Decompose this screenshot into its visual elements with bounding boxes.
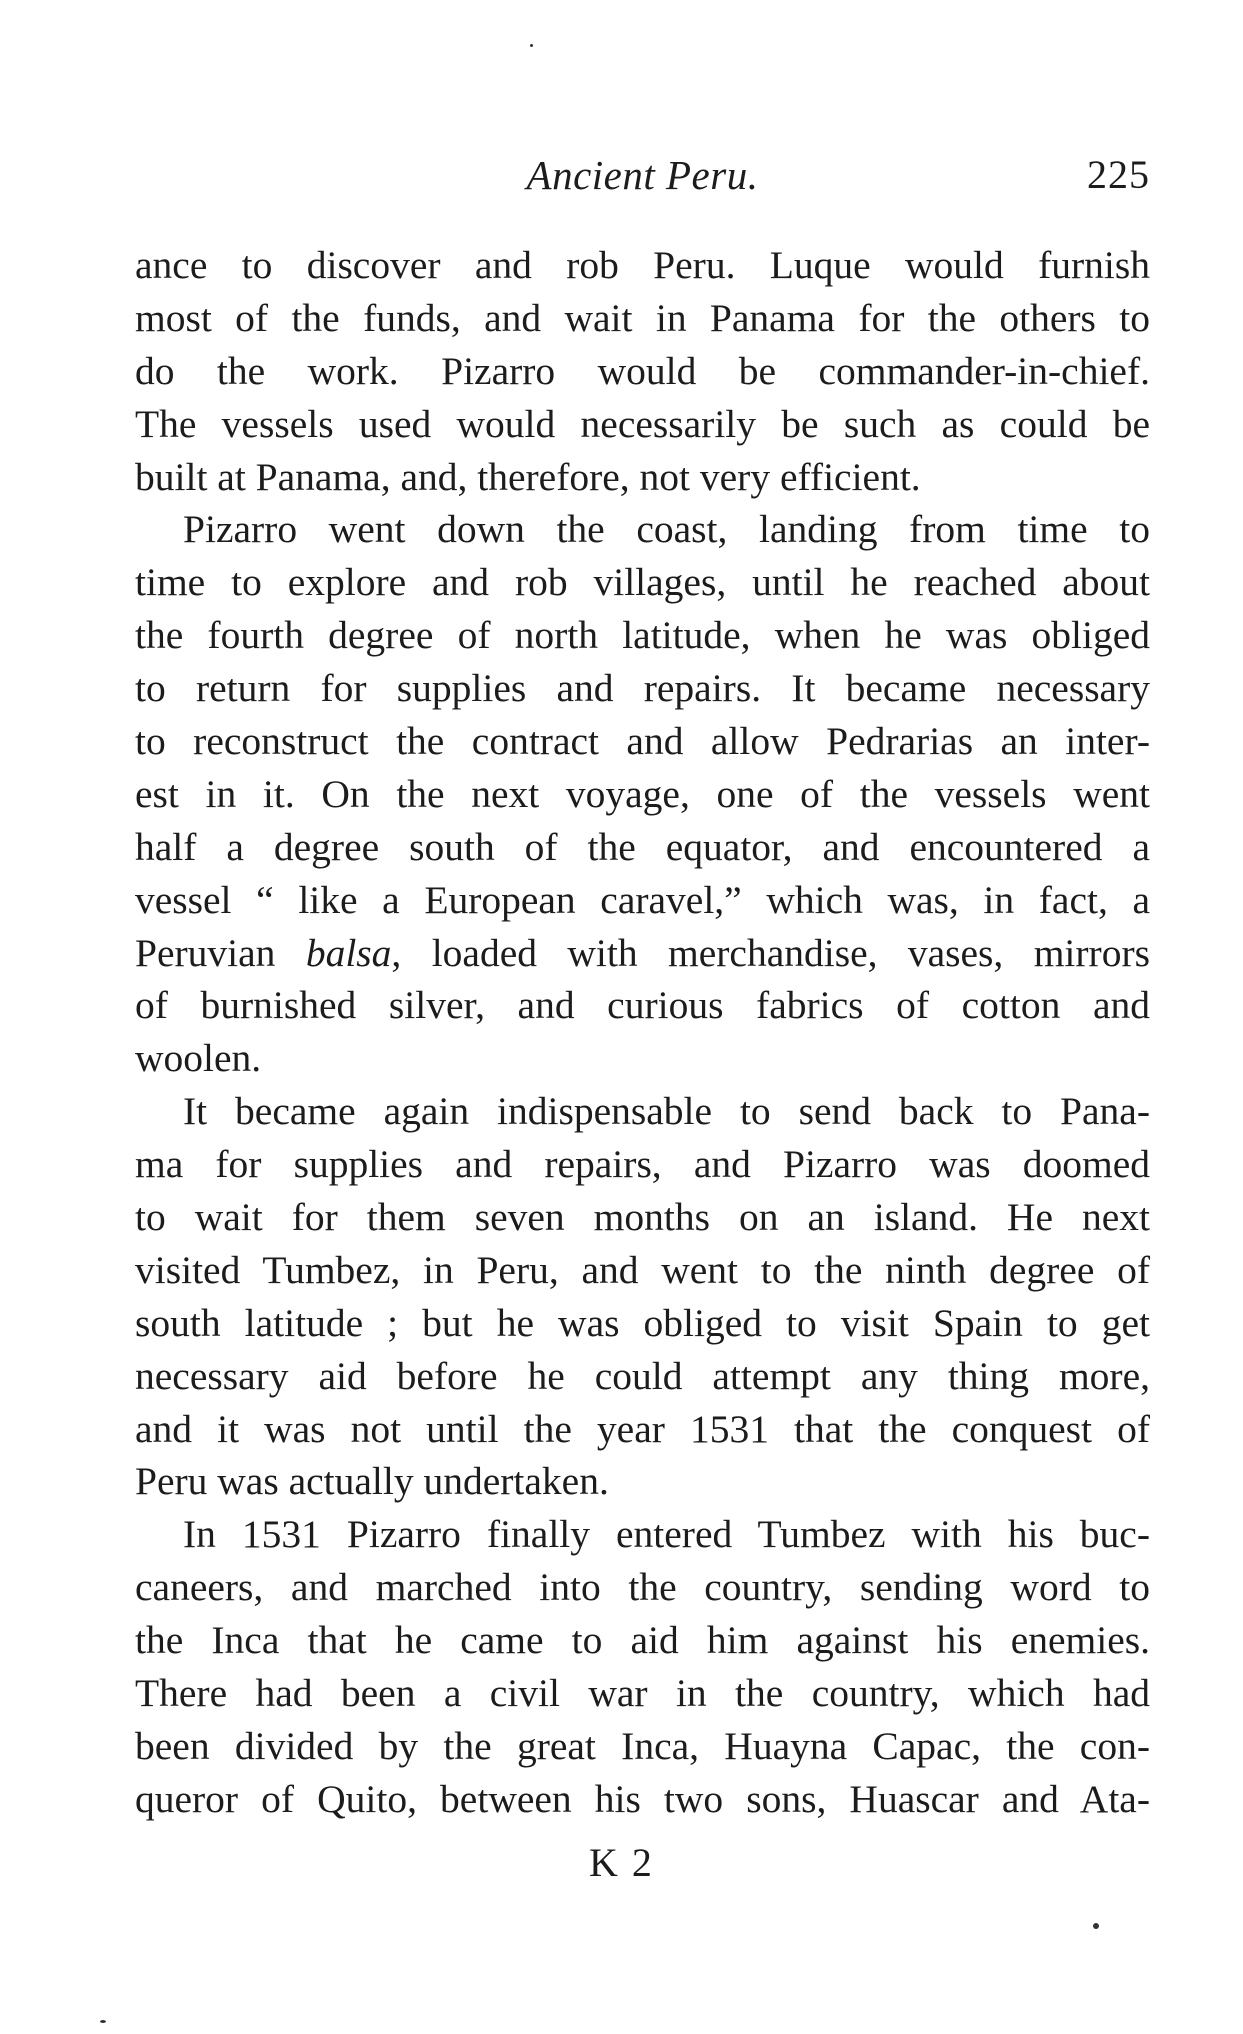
text-line: to wait for them seven months on an island. He next bbox=[135, 1195, 1150, 1240]
text-line: to reconstruct the contract and allow Pedrarias an inter- bbox=[135, 719, 1150, 764]
text-line: most of the funds, and wait in Panama for the others to bbox=[135, 295, 1150, 340]
text-line: ance to discover and rob Peru. Luque would furnish bbox=[135, 243, 1150, 287]
text-line: to return for supplies and repairs. It became necessary bbox=[135, 666, 1150, 711]
text-line: ma for supplies and repairs, and Pizarro was doomed bbox=[135, 1142, 1150, 1187]
running-title: Ancient Peru. bbox=[526, 152, 759, 198]
text-line: built at Panama, and, therefore, not very efficient. bbox=[135, 454, 921, 499]
text-line: the fourth degree of north latitude, when he was obliged bbox=[135, 613, 1150, 658]
text-line: do the work. Pizarro would be commander-in-chief. bbox=[135, 348, 1150, 393]
scan-speck bbox=[100, 2020, 106, 2023]
italic-term: balsa bbox=[305, 930, 392, 975]
text-line: Pizarro went down the coast, landing from time to bbox=[183, 507, 1150, 552]
page-header bbox=[135, 150, 1150, 200]
text-line: vessel “ like a European caravel,” which was, in fact, a bbox=[135, 877, 1150, 922]
text-line: There had been a civil war in the country, which had bbox=[135, 1671, 1150, 1716]
text-line: est in it. On the next voyage, one of the vessels went bbox=[135, 771, 1150, 816]
signature-mark: K 2 bbox=[589, 1840, 654, 1885]
text-line: Peru was actually undertaken. bbox=[135, 1459, 609, 1504]
text-line: necessary aid before he could attempt any thing more, bbox=[135, 1353, 1150, 1398]
page-number: 225 bbox=[1087, 152, 1150, 197]
text-line: caneers, and marched into the country, sending word to bbox=[135, 1565, 1150, 1610]
scan-speck bbox=[530, 44, 533, 47]
text-line: time to explore and rob villages, until he reached about bbox=[135, 560, 1150, 605]
text-line: been divided by the great Inca, Huayna Capac, the con- bbox=[135, 1723, 1150, 1768]
text-line: The vessels used would necessarily be such as could be bbox=[135, 401, 1150, 446]
text-line: queror of Quito, between his two sons, Huascar and Ata- bbox=[135, 1776, 1150, 1821]
text-line: of burnished silver, and curious fabrics of cotton and bbox=[135, 983, 1150, 1028]
body-text bbox=[135, 239, 1150, 1826]
text-line: In 1531 Pizarro finally entered Tumbez with his buc- bbox=[183, 1512, 1150, 1557]
text-line: It became again indispensable to send back to Pana- bbox=[183, 1089, 1150, 1134]
text-line: Peruvian balsa, loaded with merchandise, vases, mirrors bbox=[135, 930, 1150, 975]
text-line: visited Tumbez, in Peru, and went to the ninth degree of bbox=[135, 1247, 1150, 1292]
text-line: the Inca that he came to aid him against his enemies. bbox=[135, 1618, 1150, 1663]
text-line: half a degree south of the equator, and encountered a bbox=[135, 824, 1150, 869]
scan-speck bbox=[1093, 1923, 1099, 1929]
text-line: and it was not until the year 1531 that the conquest of bbox=[135, 1406, 1150, 1451]
text-line: south latitude ; but he was obliged to visit Spain to get bbox=[135, 1300, 1150, 1345]
text-line: woolen. bbox=[135, 1036, 262, 1081]
